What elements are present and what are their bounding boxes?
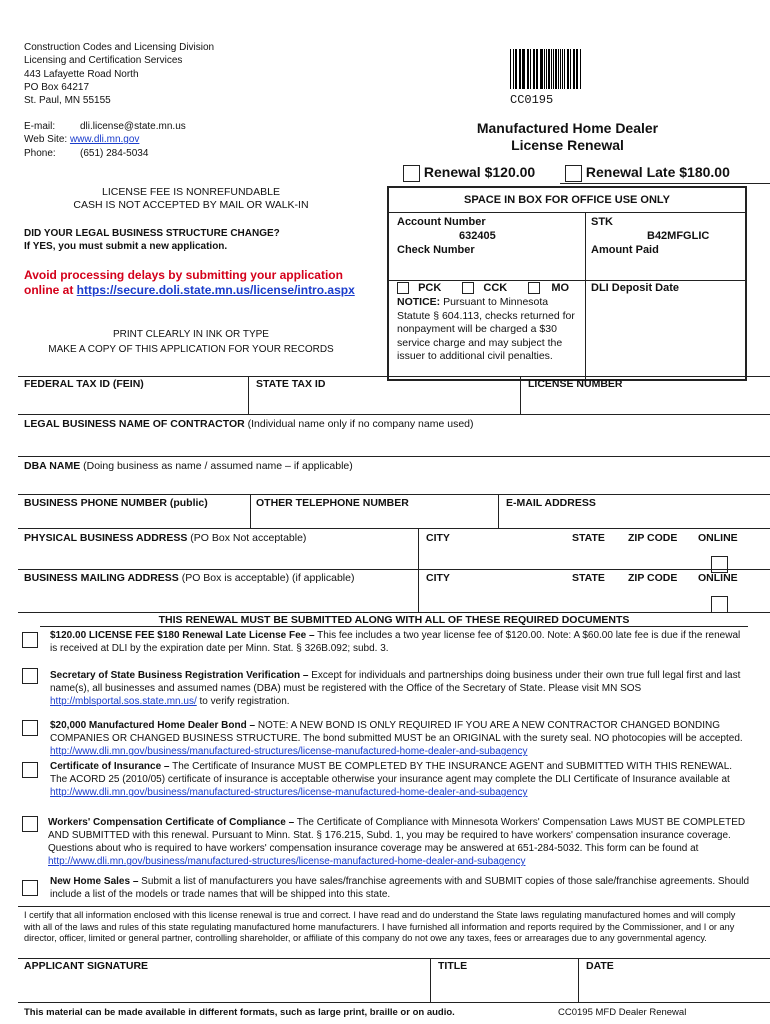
- print-instructions: [24, 327, 358, 357]
- requirement-text: NOTE: A NEW BOND IS ONLY REQUIRED IF YOU ARE A NEW CONTRACTOR CHANGED BONDING COMPANIES OR CHANGED BUSINESS STRUCTURE. The bond submitted MUST be an ORIGINAL with the surety seal. NO photocopies will be accepted.: [50, 720, 743, 744]
- sos-link[interactable]: http://mblsportal.sos.state.mn.us/: [50, 696, 197, 707]
- email-label: E-mail:: [24, 121, 56, 132]
- requirement-insurance: [50, 760, 750, 799]
- barcode-bar: [551, 49, 552, 89]
- mailing-address-field[interactable]: [24, 572, 354, 584]
- bond-checkbox[interactable]: [22, 720, 38, 736]
- account-number-value: 632405: [459, 230, 496, 242]
- no-cash-notice: CASH IS NOT ACCEPTED BY MAIL OR WALK-IN: [73, 199, 309, 211]
- physical-address-note: (PO Box Not acceptable): [187, 532, 307, 544]
- barcode-bar: [564, 49, 565, 89]
- requirement-sos: [50, 669, 750, 708]
- bond-link[interactable]: http://www.dli.mn.gov/business/manufactured-structures/license-manufactured-home-dealer-and-subagency: [50, 746, 528, 757]
- barcode-bar: [528, 49, 529, 89]
- dba-label: DBA NAME: [24, 460, 81, 472]
- requirement-title: $20,000 Manufactured Home Dealer Bond –: [50, 720, 256, 731]
- agency-address: [24, 41, 214, 107]
- insurance-checkbox[interactable]: [22, 762, 38, 778]
- title-line-1: Manufactured Home Dealer: [476, 120, 659, 136]
- requirement-new-home-sales: [50, 875, 750, 901]
- physical-address-label: PHYSICAL BUSINESS ADDRESS: [24, 532, 188, 544]
- barcode-bar: [573, 49, 575, 89]
- agency-line: Construction Codes and Licensing Division: [24, 42, 215, 53]
- barcode-bar: [510, 49, 511, 89]
- payment-type-row: [397, 282, 569, 294]
- applicant-signature-label: APPLICANT SIGNATURE: [24, 960, 149, 972]
- email-address-label: E-MAIL ADDRESS: [506, 497, 596, 509]
- amount-paid-label: Amount Paid: [591, 244, 659, 256]
- renewal-late-option-label: Renewal Late $180.00: [585, 164, 730, 180]
- requirement-text-after: to verify registration.: [196, 696, 290, 707]
- form-code: CC0195: [510, 93, 554, 107]
- physical-online-label: ONLINE: [698, 532, 738, 544]
- requirement-bond: [50, 719, 750, 758]
- barcode-bar: [530, 49, 531, 89]
- barcode-bar: [522, 49, 523, 89]
- fee-notice: [24, 186, 358, 212]
- renewal-checkbox[interactable]: [403, 165, 420, 182]
- physical-zip-label: ZIP CODE: [628, 532, 678, 544]
- phone-label: Phone:: [24, 147, 56, 159]
- barcode: [510, 49, 582, 107]
- barcode-bar: [546, 49, 547, 89]
- title-line-2: License Renewal: [511, 137, 624, 153]
- physical-state-label: STATE: [572, 532, 605, 544]
- barcode-bar: [536, 49, 537, 89]
- barcode-bar: [515, 49, 516, 89]
- barcode-bar: [527, 49, 528, 89]
- requirement-title: Certificate of Insurance –: [50, 761, 170, 772]
- notice-text: [397, 296, 581, 364]
- cck-checkbox[interactable]: [462, 282, 474, 294]
- structure-change: [24, 228, 280, 253]
- stk-label: STK: [591, 216, 613, 228]
- pck-label: PCK: [418, 282, 442, 294]
- requirement-text: Except for individuals and partnerships doing business under their own true full legal first and last name(s), all businesses and assumed names (DBA) must be registered with the Office of the Secretary of State. Please visit MN SOS: [50, 670, 741, 694]
- renewal-option[interactable]: [403, 164, 535, 182]
- certification-text: I certify that all information enclosed with this license renewal is true and correct. I have read and do understand the State laws regulating manufactured homes and will comply with all of the laws and rules of this state regulating manufactured home manufacturers. I have furnished all information and reports required by the Commissioner, and I or any director, officer, limited or general partner, controlling shareholder, or affiliate of this company do not owe any taxes, fees or arrearages due to any governmental agency.: [24, 910, 736, 944]
- mailing-address-label: BUSINESS MAILING ADDRESS: [24, 572, 179, 584]
- barcode-bar: [537, 49, 538, 89]
- title-label: TITLE: [438, 960, 468, 972]
- agency-line: St. Paul, MN 55155: [24, 95, 111, 107]
- mailing-zip-label: ZIP CODE: [628, 572, 678, 584]
- mailing-online-label: ONLINE: [698, 572, 738, 584]
- phone-value: (651) 284-5034: [80, 147, 149, 159]
- notice-body: Pursuant to Minnesota Statute § 604.113, checks returned for nonpayment will be charged a $30 service charge and may subject the issuer to additional civil penalties.: [397, 296, 575, 362]
- requirement-text: Submit a list of manufacturers you have sales/franchise agreements with and SUBMIT copies of those sale/franchise agreements. Should include a list of the models or trade names that will be shipped into this state.: [50, 876, 750, 900]
- form-title: [440, 120, 695, 154]
- mailing-city-label: CITY: [426, 572, 450, 584]
- barcode-bar: [516, 49, 517, 89]
- contact-info: [24, 120, 186, 160]
- form-id: CC0195 MFD Dealer Renewal: [558, 1007, 687, 1018]
- requirement-title: Secretary of State Business Registration Verification –: [50, 670, 309, 681]
- barcode-bar: [541, 49, 542, 89]
- account-number-label: Account Number: [397, 216, 486, 228]
- office-use-title: SPACE IN BOX FOR OFFICE USE ONLY: [464, 194, 670, 206]
- barcode-bar: [548, 49, 549, 89]
- renewal-option-label: Renewal $120.00: [423, 164, 536, 180]
- barcode-bar: [553, 49, 554, 89]
- notice-label: NOTICE:: [397, 296, 441, 308]
- legal-name-label: LEGAL BUSINESS NAME OF CONTRACTOR: [24, 418, 245, 430]
- requirement-title: New Home Sales –: [50, 876, 139, 887]
- stk-value: B42MFGLIC: [647, 230, 710, 242]
- barcode-bar: [568, 49, 569, 89]
- barcode-bars: [510, 49, 582, 89]
- renewal-late-checkbox[interactable]: [565, 165, 582, 182]
- barcode-bar: [576, 49, 577, 89]
- structure-change-answer: If YES, you must submit a new application.: [24, 240, 228, 252]
- online-notice-line1: Avoid processing delays by submitting your application: [24, 268, 343, 282]
- requirement-text: The Certificate of Compliance with Minnesota Workers' Compensation Laws MUST BE COMPLETED AND SUBMITTED with this renewal. Pursuant to Minn. Stat. § 176.215, Subd. 1, you may be required to have workers' compensation insurance coverage. Questions about who is required to have workers' compensation insurance coverage may be answered at 651-284-5032. This form can be found at: [48, 817, 746, 854]
- requirement-text: The Certificate of Insurance MUST BE COMPLETED BY THE INSURANCE AGENT and SUBMITTED WITH THIS RENEWAL. The ACORD 25 (2010/05) certificate of insurance is acceptable otherwise your insurance agent may complete the DLI Certificate of Insurance available at: [50, 761, 733, 785]
- requirement-title: Workers' Compensation Certificate of Compliance –: [48, 817, 295, 828]
- barcode-bar: [567, 49, 568, 89]
- requirement-fee: [50, 629, 750, 655]
- email-value: dli.license@state.mn.us: [80, 121, 186, 132]
- barcode-bar: [562, 49, 563, 89]
- fee-nonrefundable: LICENSE FEE IS NONREFUNDABLE: [102, 186, 280, 198]
- workers-comp-link[interactable]: http://www.dli.mn.gov/business/manufactured-structures/license-manufactured-home-dealer-and-subagency: [48, 856, 526, 867]
- barcode-bar: [513, 49, 514, 89]
- other-phone-label: OTHER TELEPHONE NUMBER: [256, 497, 409, 509]
- insurance-link[interactable]: http://www.dli.mn.gov/business/manufactured-structures/license-manufactured-home-dealer-and-subagency: [50, 787, 528, 798]
- workers-comp-checkbox[interactable]: [22, 816, 38, 832]
- agency-line: 443 Lafayette Road North: [24, 68, 139, 80]
- office-use-box: [387, 186, 747, 381]
- physical-city-label: CITY: [426, 532, 450, 544]
- barcode-bar: [577, 49, 578, 89]
- check-number-label: Check Number: [397, 244, 475, 256]
- deposit-date-label: DLI Deposit Date: [591, 282, 680, 294]
- requirements-heading: THIS RENEWAL MUST BE SUBMITTED ALONG WITH ALL OF THESE REQUIRED DOCUMENTS: [158, 614, 630, 626]
- barcode-bar: [519, 49, 521, 89]
- online-application-link[interactable]: https://secure.doli.state.mn.us/license/intro.aspx: [76, 283, 355, 297]
- requirement-workers-comp: [48, 816, 748, 868]
- website-link[interactable]: www.dli.mn.gov: [69, 134, 140, 146]
- barcode-bar: [544, 49, 545, 89]
- barcode-bar: [580, 49, 581, 89]
- fein-label: FEDERAL TAX ID (FEIN): [24, 378, 144, 390]
- fee-checkbox[interactable]: [22, 632, 38, 648]
- cck-label: CCK: [483, 282, 508, 294]
- mailing-address-note: (PO Box is acceptable) (if applicable): [178, 572, 355, 584]
- physical-online-checkbox[interactable]: [711, 556, 728, 573]
- requirement-text: This fee includes a two year license fee of $120.00. Note: A $60.00 late fee is due if the renewal is received at DLI by the expiration date per Minn. Stat. § 326B.092; subd. 3.: [50, 630, 741, 654]
- barcode-bar: [558, 49, 559, 89]
- barcode-bar: [533, 49, 535, 89]
- mailing-online-checkbox[interactable]: [711, 596, 728, 613]
- website-label: Web Site:: [24, 134, 68, 146]
- license-number-label: LICENSE NUMBER: [528, 378, 623, 390]
- online-notice: [24, 268, 355, 298]
- agency-line: PO Box 64217: [24, 81, 90, 93]
- legal-name-field[interactable]: [24, 418, 474, 430]
- barcode-bar: [555, 49, 557, 89]
- barcode-bar: [540, 49, 541, 89]
- business-phone-label: BUSINESS PHONE NUMBER (public): [24, 497, 208, 509]
- structure-change-question: DID YOUR LEGAL BUSINESS STRUCTURE CHANGE?: [24, 228, 280, 239]
- renewal-late-option[interactable]: [565, 164, 730, 182]
- alternate-formats-notice: This material can be made available in different formats, such as large print, braille or on audio.: [24, 1007, 455, 1018]
- barcode-bar: [560, 49, 561, 89]
- dba-field[interactable]: [24, 460, 353, 472]
- new-home-sales-checkbox[interactable]: [22, 880, 38, 896]
- dba-note: (Doing business as name / assumed name – if applicable): [80, 460, 353, 472]
- mo-checkbox[interactable]: [528, 282, 540, 294]
- state-tax-id-label: STATE TAX ID: [256, 378, 326, 390]
- print-clearly: PRINT CLEARLY IN INK OR TYPE: [113, 329, 269, 340]
- barcode-bar: [523, 49, 524, 89]
- legal-name-note: (Individual name only if no company name used): [244, 418, 474, 430]
- agency-line: Licensing and Certification Services: [24, 55, 183, 67]
- pck-checkbox[interactable]: [397, 282, 409, 294]
- physical-address-field[interactable]: [24, 532, 306, 544]
- mailing-state-label: STATE: [572, 572, 605, 584]
- online-prefix: online at: [24, 283, 77, 297]
- date-label: DATE: [586, 960, 614, 972]
- barcode-bar: [570, 49, 571, 89]
- sos-checkbox[interactable]: [22, 668, 38, 684]
- mo-label: MO: [551, 282, 570, 294]
- make-copy: MAKE A COPY OF THIS APPLICATION FOR YOUR RECORDS: [48, 344, 334, 355]
- requirement-title: $120.00 LICENSE FEE $180 Renewal Late License Fee –: [50, 630, 315, 641]
